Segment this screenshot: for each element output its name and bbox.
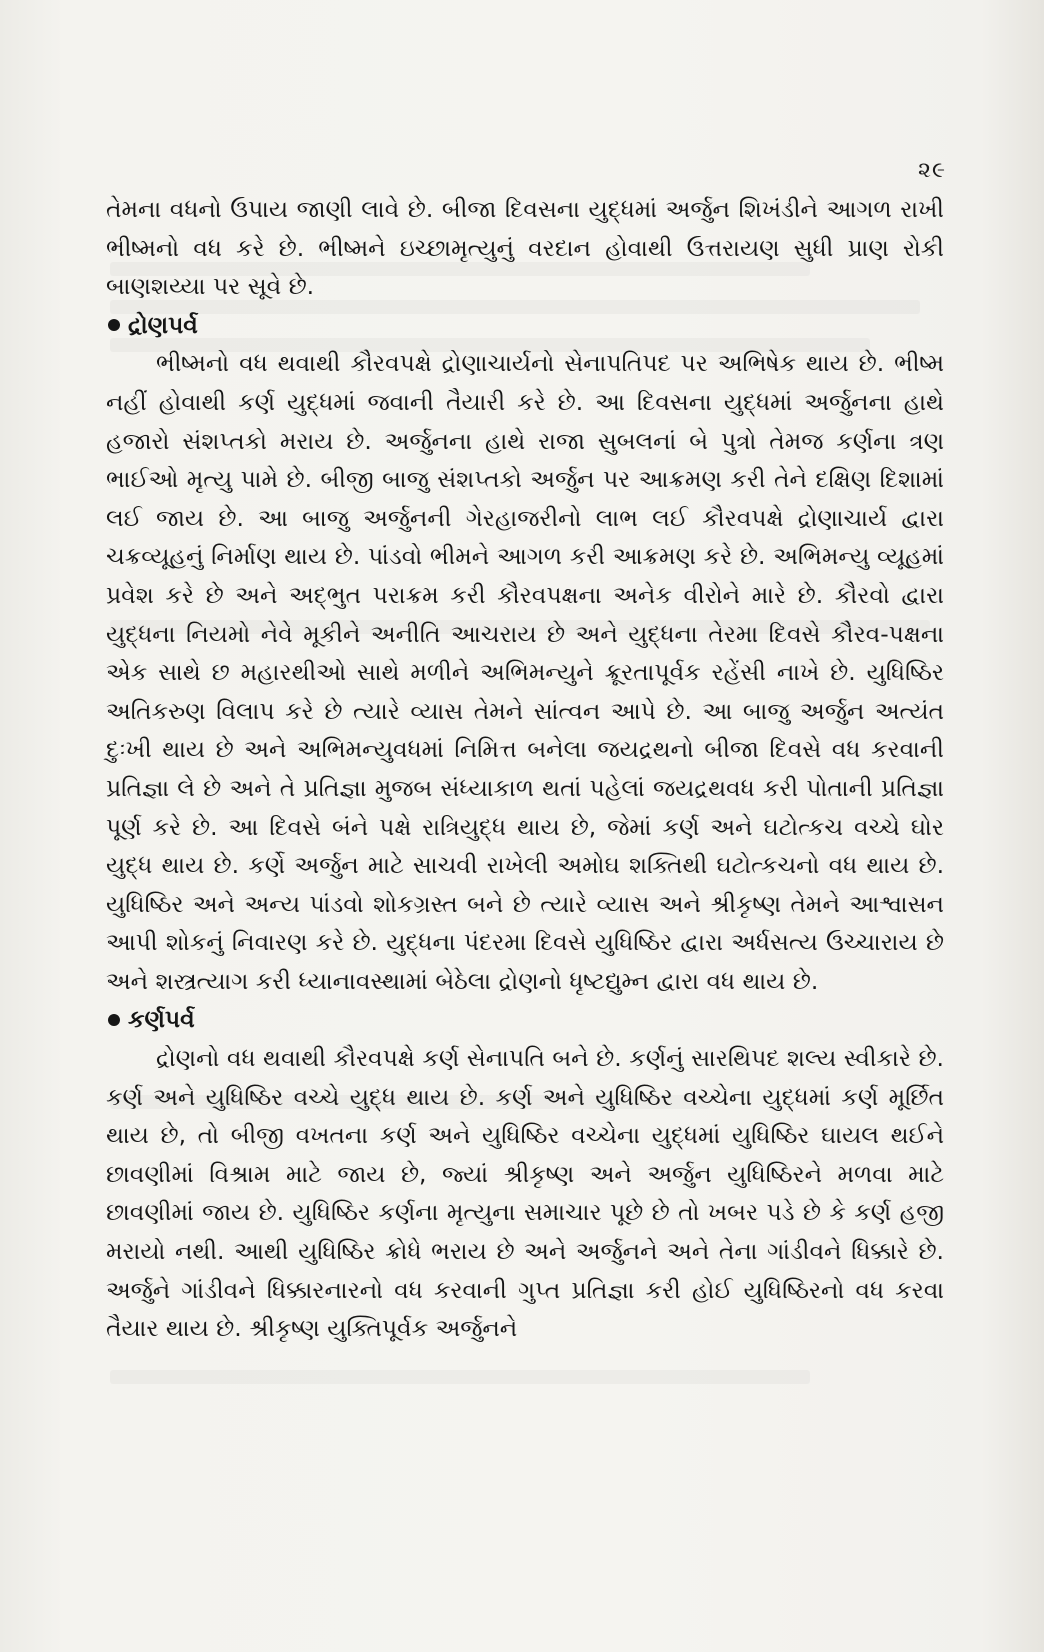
paragraph-karnaparva: દ્રોણનો વધ થવાથી કૌરવપક્ષે કર્ણ સેનાપતિ બને છે. કર્ણનું સારથિપદ શલ્ય સ્વીકારે છે. કર્ણ અને યુધિષ્ઠિર વચ્ચે યુદ્ધ થાય છે. કર્ણ અને યુધિષ્ઠિર વચ્ચેના યુદ્ધમાં કર્ણ મૂર્છિત થાય છે, તો બીજી વખતના કર્ણ અને યુધિષ્ઠિર વચ્ચેના યુદ્ધમાં યુધિષ્ઠિર ઘાયલ થઈને છાવણીમાં વિશ્રામ માટે જાય છે, જ્યાં શ્રીકૃષ્ણ અને અર્જુન યુધિષ્ઠિરને મળવા માટે છાવણીમાં જાય છે. યુધિષ્ઠિર કર્ણના મૃત્યુના સમાચાર પૂછે છે તો ખબર પડે છે કે કર્ણ હજી મરાયો નથી. આથી યુધિષ્ઠિર ક્રોધે ભરાય છે અને અર્જુનને અને તેના ગાંડીવને ધિક્કારે છે. અર્જુને ગાંડીવને ધિક્કારનારનો વધ કરવાની ગુપ્ત પ્રતિજ્ઞા કરી હોઈ યુધિષ્ઠિરનો વધ કરવા તૈયાર થાય છે. શ્રીકૃષ્ણ યુક્તિપૂર્વક અર્જુનને (106, 1044, 944, 1343)
section-heading-karnaparva (106, 1000, 944, 1039)
paragraph-opening: તેમના વધનો ઉપાય જાણી લાવે છે. બીજા દિવસના યુદ્ધમાં અર્જુન શિખંડીને આગળ રાખી ભીષ્મનો વધ કરે છે. ભીષ્મને ઇચ્છામૃત્યુનું વરદાન હોવાથી ઉત્તરાયણ સુધી પ્રાણ રોકી બાણશય્યા પર સૂવે છે. (106, 195, 944, 301)
bullet-icon (108, 1014, 120, 1026)
section-heading-dronaparva (106, 306, 944, 345)
section-heading-label: કર્ણપર્વ (128, 1005, 195, 1034)
section-heading-label: દ્રોણપર્વ (128, 310, 198, 339)
bullet-icon (108, 319, 120, 331)
paragraph-dronaparva: ભીષ્મનો વધ થવાથી કૌરવપક્ષે દ્રોણાચાર્યનો સેનાપતિપદ પર અભિષેક થાય છે. ભીષ્મ નહીં હોવાથી કર્ણ યુદ્ધમાં જવાની તૈયારી કરે છે. આ દિવસના યુદ્ધમાં અર્જુનના હાથે હજારો સંશપ્તકો મરાય છે. અર્જુનના હાથે રાજા સુબલનાં બે પુત્રો તેમજ કર્ણના ત્રણ ભાઈઓ મૃત્યુ પામે છે. બીજી બાજુ સંશપ્તકો અર્જુન પર આક્રમણ કરી તેને દક્ષિણ દિશામાં લઈ જાય છે. આ બાજુ અર્જુનની ગેરહાજરીનો લાભ લઈ કૌરવપક્ષે દ્રોણાચાર્ય દ્વારા ચક્રવ્યૂહનું નિર્માણ થાય છે. પાંડવો ભીમને આગળ કરી આક્રમણ કરે છે. અભિમન્યુ વ્યૂહમાં પ્રવેશ કરે છે અને અદ્ભુત પરાક્રમ કરી કૌરવપક્ષના અનેક વીરોને મારે છે. કૌરવો દ્વારા યુદ્ધના નિયમો નેવે મૂકીને અનીતિ આચરાય છે અને યુદ્ધના તેરમા દિવસે કૌરવ-પક્ષના એક સાથે છ મહારથીઓ સાથે મળીને અભિમન્યુને ક્રૂરતાપૂર્વક રહેંસી નાખે છે. યુધિષ્ઠિર અતિકરુણ વિલાપ કરે છે ત્યારે વ્યાસ તેમને સાંત્વન આપે છે. આ બાજુ અર્જુન અત્યંત દુઃખી થાય છે અને અભિમન્યુવધમાં નિમિત્ત બનેલા જયદ્રથનો બીજા દિવસે વધ કરવાની પ્રતિજ્ઞા લે છે અને તે પ્રતિજ્ઞા મુજબ સંધ્યાકાળ થતાં પહેલાં જયદ્રથવધ કરી પોતાની પ્રતિજ્ઞા પૂર્ણ કરે છે. આ દિવસે બંને પક્ષે રાત્રિયુદ્ધ થાય છે, જેમાં કર્ણ અને ઘટોત્કચ વચ્ચે ઘોર યુદ્ધ થાય છે. કર્ણે અર્જુન માટે સાચવી રાખેલી અમોઘ શક્તિથી ઘટોત્કચનો વધ થાય છે. યુધિષ્ઠિર અને અન્ય પાંડવો શોકગ્રસ્ત બને છે ત્યારે વ્યાસ અને શ્રીકૃષ્ણ તેમને આશ્વાસન આપી શોકનું નિવારણ કરે છે. યુદ્ધના પંદરમા દિવસે યુધિષ્ઠિર દ્વારા અર્ધસત્ય ઉચ્ચારાય છે અને શસ્ત્રત્યાગ કરી ધ્યાનાવસ્થામાં બેઠેલા દ્રોણનો ધૃષ્ટદ્યુમ્ન દ્વારા વધ થાય છે. (106, 349, 944, 995)
page-body (106, 190, 944, 1348)
page-number: ૨૯ (918, 158, 946, 183)
